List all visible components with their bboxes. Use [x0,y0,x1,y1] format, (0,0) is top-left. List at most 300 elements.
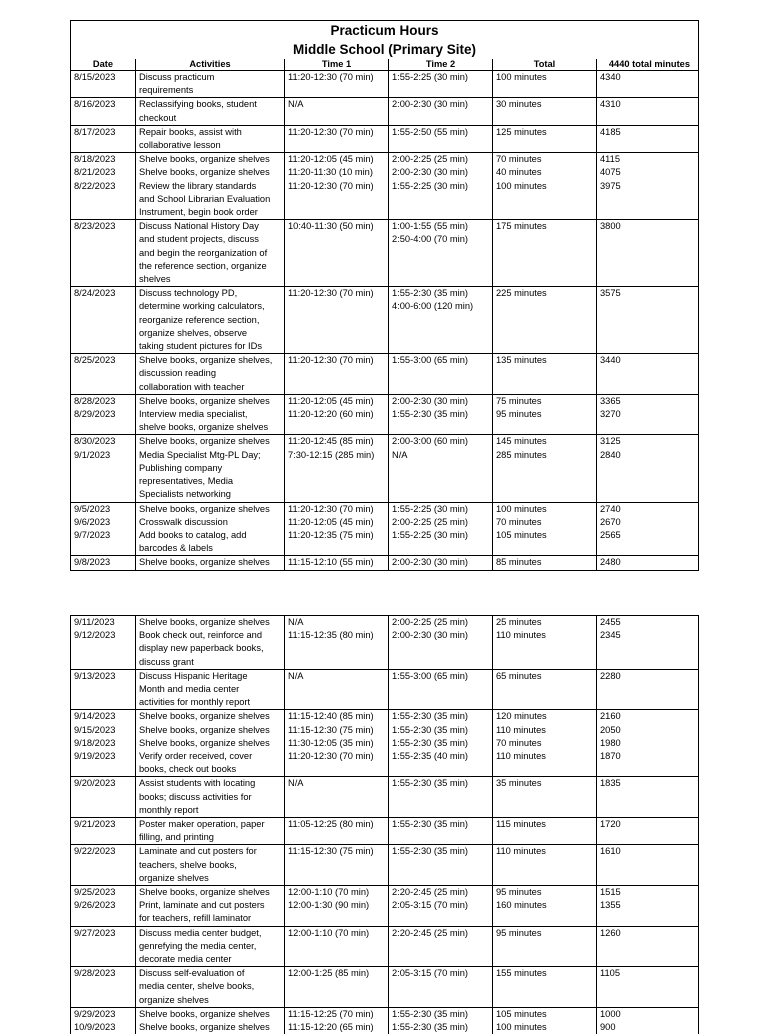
remaining-cell: 1260 [597,926,699,967]
time1-cell [285,886,389,900]
time1-line: 11:20-12:30 (70 min) [288,354,385,367]
time1-line: 11:20-12:30 (70 min) [288,180,385,193]
activity-cell [136,845,285,886]
total-cell: 160 minutes [493,899,597,926]
time2-line: 1:55-2:30 (35 min) [392,710,489,723]
time1-line: 11:20-12:30 (70 min) [288,503,385,516]
time1-line: N/A [288,670,385,683]
activity-line: Review the library standards [139,180,281,193]
total-cell: 100 minutes [493,1021,597,1034]
time2-cell [389,669,493,710]
table-row [71,180,699,220]
title-row [71,21,699,60]
time2-cell [389,220,493,287]
time1-cell [285,153,389,167]
time2-cell [389,394,493,408]
time1-line: 11:20-11:30 (10 min) [288,166,385,179]
activity-line: barcodes & labels [139,542,281,555]
total-cell: 100 minutes [493,71,597,98]
time1-line: 11:15-12:25 (70 min) [288,1008,385,1021]
time2-line: 1:55-2:30 (35 min) [392,724,489,737]
time1-cell [285,669,389,710]
table-row [71,750,699,777]
title-line-2: Middle School (Primary Site) [74,40,695,59]
activity-line: Shelve books, organize shelves [139,737,281,750]
activity-line: books; discuss activities for [139,791,281,804]
time1-cell [285,166,389,179]
activity-line: Shelve books, organize shelves [139,395,281,408]
time1-cell [285,71,389,98]
time1-cell [285,724,389,737]
time2-cell [389,435,493,449]
date-cell: 9/11/2023 [71,616,136,630]
total-cell: 110 minutes [493,629,597,669]
time1-cell [285,180,389,220]
col-header-time1: Time 1 [285,59,389,71]
activity-line: genrefying the media center, [139,940,281,953]
activity-cell [136,777,285,818]
time2-line: 1:55-2:35 (40 min) [392,750,489,763]
total-cell: 25 minutes [493,616,597,630]
activity-line: Interview media specialist, [139,408,281,421]
date-cell: 8/30/2023 [71,435,136,449]
remaining-cell: 900 [597,1021,699,1034]
time2-line: 1:55-2:25 (30 min) [392,503,489,516]
time2-line: 1:55-2:30 (35 min) [392,287,489,300]
total-cell: 110 minutes [493,845,597,886]
activity-cell [136,516,285,529]
time2-line: 2:00-2:30 (30 min) [392,629,489,642]
time2-line: 1:55-2:30 (35 min) [392,777,489,790]
remaining-cell: 4310 [597,98,699,125]
activity-cell [136,220,285,287]
total-cell: 70 minutes [493,737,597,750]
time2-line: 2:00-2:25 (25 min) [392,153,489,166]
activity-cell [136,967,285,1008]
total-cell: 95 minutes [493,886,597,900]
remaining-cell: 4075 [597,166,699,179]
table-row [71,435,699,449]
date-cell: 9/7/2023 [71,529,136,556]
remaining-cell: 3365 [597,394,699,408]
date-cell: 9/12/2023 [71,629,136,669]
table-row [71,926,699,967]
table-row [71,967,699,1008]
table-row [71,1007,699,1021]
col-header-total: Total [493,59,597,71]
time2-line: 2:20-2:45 (25 min) [392,886,489,899]
total-cell: 35 minutes [493,777,597,818]
time2-line: 2:50-4:00 (70 min) [392,233,489,246]
table-row [71,710,699,724]
activity-line: Shelve books, organize shelves [139,153,281,166]
remaining-cell: 2740 [597,502,699,516]
time2-line: 1:55-2:25 (30 min) [392,529,489,542]
date-cell: 9/5/2023 [71,502,136,516]
activity-cell [136,737,285,750]
time2-line: 1:55-2:30 (35 min) [392,845,489,858]
time1-cell [285,354,389,395]
total-cell: 285 minutes [493,449,597,502]
table-row [71,669,699,710]
time2-cell [389,125,493,152]
activity-line: and School Librarian Evaluation [139,193,281,206]
time2-cell [389,724,493,737]
time1-cell [285,818,389,845]
activity-line: Discuss practicum [139,71,281,84]
activity-line: representatives, Media [139,475,281,488]
activity-cell [136,886,285,900]
time1-line: 11:20-12:30 (70 min) [288,287,385,300]
total-cell: 100 minutes [493,502,597,516]
time1-line: 12:00-1:10 (70 min) [288,886,385,899]
date-cell: 8/16/2023 [71,98,136,125]
activity-line: Discuss self-evaluation of [139,967,281,980]
activity-line: Assist students with locating [139,777,281,790]
time2-line: 2:00-2:25 (25 min) [392,516,489,529]
time2-line: 1:55-2:50 (55 min) [392,126,489,139]
time1-line: 12:00-1:30 (90 min) [288,899,385,912]
col-header-date: Date [71,59,136,71]
activity-line: Shelve books, organize shelves [139,556,281,569]
time2-cell [389,166,493,179]
time2-line: 2:05-3:15 (70 min) [392,967,489,980]
activity-line: and begin the reorganization of [139,247,281,260]
activity-line: Shelve books, organize shelves [139,724,281,737]
practicum-table-page-1 [70,20,699,571]
activity-cell [136,710,285,724]
table-row [71,899,699,926]
total-cell: 30 minutes [493,98,597,125]
activity-line: reorganize reference section, [139,314,281,327]
activity-cell [136,125,285,152]
activity-line: media center, shelve books, [139,980,281,993]
table-row [71,529,699,556]
time1-cell [285,710,389,724]
col-header-time2: Time 2 [389,59,493,71]
time1-line: 11:15-12:30 (75 min) [288,845,385,858]
time2-cell [389,616,493,630]
time1-line: 12:00-1:25 (85 min) [288,967,385,980]
activity-cell [136,529,285,556]
time1-line: 11:20-12:05 (45 min) [288,153,385,166]
date-cell: 8/29/2023 [71,408,136,435]
time2-cell [389,750,493,777]
date-cell: 8/28/2023 [71,394,136,408]
activity-cell [136,394,285,408]
activity-line: Shelve books, organize shelves [139,435,281,448]
activity-line: discussion reading [139,367,281,380]
time1-cell [285,502,389,516]
time1-line: 11:20-12:20 (60 min) [288,408,385,421]
time2-cell [389,98,493,125]
remaining-cell: 1105 [597,967,699,1008]
date-cell: 8/24/2023 [71,287,136,354]
activity-line: Shelve books, organize shelves [139,1008,281,1021]
date-cell: 9/18/2023 [71,737,136,750]
date-cell: 9/15/2023 [71,724,136,737]
time2-line: 1:55-3:00 (65 min) [392,670,489,683]
activity-line: and student projects, discuss [139,233,281,246]
time2-line: 2:00-2:25 (25 min) [392,616,489,629]
time1-line: 11:15-12:35 (80 min) [288,629,385,642]
date-cell: 9/27/2023 [71,926,136,967]
remaining-cell: 1980 [597,737,699,750]
time2-cell [389,556,493,570]
time2-cell [389,818,493,845]
date-cell: 8/23/2023 [71,220,136,287]
total-cell: 155 minutes [493,967,597,1008]
activity-line: Laminate and cut posters for [139,845,281,858]
time1-line: 11:05-12:25 (80 min) [288,818,385,831]
time2-cell [389,967,493,1008]
time2-cell [389,926,493,967]
total-cell: 105 minutes [493,1007,597,1021]
date-cell: 9/28/2023 [71,967,136,1008]
total-cell: 110 minutes [493,750,597,777]
remaining-cell: 4185 [597,125,699,152]
col-header-activities: Activities [136,59,285,71]
time2-cell [389,180,493,220]
total-cell: 110 minutes [493,724,597,737]
table-row [71,408,699,435]
activity-line: Reclassifying books, student [139,98,281,111]
activity-cell [136,724,285,737]
activity-line: determine working calculators, [139,300,281,313]
time1-line: 11:30-12:05 (35 min) [288,737,385,750]
activity-cell [136,1021,285,1034]
table-row [71,166,699,179]
activity-line: organize shelves [139,872,281,885]
activity-line: Poster maker operation, paper [139,818,281,831]
table-row [71,1021,699,1034]
remaining-cell: 1870 [597,750,699,777]
remaining-cell: 1720 [597,818,699,845]
table-row [71,125,699,152]
activity-cell [136,899,285,926]
remaining-cell: 2280 [597,669,699,710]
time2-cell [389,737,493,750]
table-row [71,516,699,529]
activity-line: Shelve books, organize shelves, [139,354,281,367]
activity-line: Shelve books, organize shelves [139,503,281,516]
total-cell: 175 minutes [493,220,597,287]
activity-cell [136,616,285,630]
remaining-cell: 3575 [597,287,699,354]
activity-cell [136,354,285,395]
total-cell: 100 minutes [493,180,597,220]
table-body-page-1 [71,71,699,571]
time2-cell [389,777,493,818]
date-cell: 8/25/2023 [71,354,136,395]
time2-cell [389,502,493,516]
total-cell: 40 minutes [493,166,597,179]
activity-line: books, check out books [139,763,281,776]
activity-line: Shelve books, organize shelves [139,710,281,723]
date-cell: 9/29/2023 [71,1007,136,1021]
time2-line: 2:20-2:45 (25 min) [392,927,489,940]
time2-line: 1:55-2:30 (35 min) [392,737,489,750]
activity-cell [136,449,285,502]
time1-cell [285,125,389,152]
time2-cell [389,710,493,724]
time1-cell [285,394,389,408]
time2-line: 1:55-2:30 (35 min) [392,1021,489,1034]
time1-cell [285,845,389,886]
time2-cell [389,354,493,395]
total-cell: 115 minutes [493,818,597,845]
time1-line: 7:30-12:15 (285 min) [288,449,385,462]
activity-line: Print, laminate and cut posters [139,899,281,912]
activity-cell [136,166,285,179]
activity-line: Discuss Hispanic Heritage [139,670,281,683]
table-row [71,354,699,395]
remaining-cell: 2345 [597,629,699,669]
remaining-cell: 2160 [597,710,699,724]
sheet-title [71,21,699,60]
total-cell: 70 minutes [493,153,597,167]
remaining-cell: 2050 [597,724,699,737]
activity-line: display new paperback books, [139,642,281,655]
total-cell: 95 minutes [493,408,597,435]
total-cell: 85 minutes [493,556,597,570]
time2-cell [389,1007,493,1021]
activity-line: discuss grant [139,656,281,669]
time1-cell [285,899,389,926]
activity-line: Repair books, assist with [139,126,281,139]
activity-line: Discuss technology PD, [139,287,281,300]
activity-line: shelves [139,273,281,286]
time2-cell [389,629,493,669]
time1-line: N/A [288,777,385,790]
time2-line: 1:55-2:30 (35 min) [392,408,489,421]
date-cell: 9/8/2023 [71,556,136,570]
activity-line: Book check out, reinforce and [139,629,281,642]
table-row [71,98,699,125]
time2-cell [389,529,493,556]
date-cell: 9/13/2023 [71,669,136,710]
time1-cell [285,435,389,449]
total-cell: 75 minutes [493,394,597,408]
activity-line: requirements [139,84,281,97]
activity-cell [136,669,285,710]
time1-cell [285,98,389,125]
activity-cell [136,629,285,669]
activity-cell [136,408,285,435]
time2-line: 1:55-2:30 (35 min) [392,818,489,831]
table-row [71,818,699,845]
time1-cell [285,529,389,556]
time2-line: 1:55-2:25 (30 min) [392,180,489,193]
time1-cell [285,967,389,1008]
time1-line: N/A [288,616,385,629]
remaining-cell: 2480 [597,556,699,570]
table-row [71,220,699,287]
time1-line: 11:15-12:10 (55 min) [288,556,385,569]
activity-cell [136,556,285,570]
time2-line: 1:55-2:30 (35 min) [392,1008,489,1021]
date-cell: 9/25/2023 [71,886,136,900]
total-cell: 95 minutes [493,926,597,967]
time2-cell [389,1021,493,1034]
time2-line: 2:00-2:30 (30 min) [392,98,489,111]
time1-cell [285,926,389,967]
activity-cell [136,926,285,967]
total-cell: 70 minutes [493,516,597,529]
table-body-page-2 [71,616,699,1034]
date-cell: 9/21/2023 [71,818,136,845]
date-cell: 9/6/2023 [71,516,136,529]
time2-cell [389,71,493,98]
time1-cell [285,1021,389,1034]
table-row [71,394,699,408]
time1-line: 11:20-12:05 (45 min) [288,395,385,408]
remaining-cell: 3440 [597,354,699,395]
activity-line: for teachers, refill laminator [139,912,281,925]
time2-cell [389,899,493,926]
activity-line: Specialists networking [139,488,281,501]
activity-line: checkout [139,112,281,125]
time2-cell [389,845,493,886]
date-cell: 9/26/2023 [71,899,136,926]
time2-cell [389,886,493,900]
time1-cell [285,287,389,354]
table-row [71,737,699,750]
remaining-cell: 1610 [597,845,699,886]
table-row [71,616,699,630]
table-row [71,845,699,886]
activity-cell [136,1007,285,1021]
time1-cell [285,408,389,435]
time1-cell [285,629,389,669]
activity-line: organize shelves [139,994,281,1007]
time2-cell [389,153,493,167]
time1-line: 11:20-12:30 (70 min) [288,750,385,763]
table-row [71,777,699,818]
activity-line: collaborative lesson [139,139,281,152]
total-cell: 125 minutes [493,125,597,152]
table-row [71,71,699,98]
remaining-cell: 2840 [597,449,699,502]
activity-line: Add books to catalog, add [139,529,281,542]
activity-cell [136,502,285,516]
date-cell: 9/14/2023 [71,710,136,724]
table-row [71,886,699,900]
date-cell: 9/19/2023 [71,750,136,777]
activity-line: Shelve books, organize shelves [139,166,281,179]
total-cell: 65 minutes [493,669,597,710]
time1-cell [285,556,389,570]
time1-cell [285,616,389,630]
activity-line: Crosswalk discussion [139,516,281,529]
time1-cell [285,737,389,750]
time2-cell [389,516,493,529]
time1-line: 11:20-12:05 (45 min) [288,516,385,529]
time2-cell [389,287,493,354]
activity-cell [136,818,285,845]
total-cell: 225 minutes [493,287,597,354]
table-row [71,629,699,669]
remaining-cell: 1515 [597,886,699,900]
activity-line: Publishing company [139,462,281,475]
activity-cell [136,750,285,777]
date-cell: 8/22/2023 [71,180,136,220]
remaining-cell: 2670 [597,516,699,529]
table-row [71,556,699,570]
time1-cell [285,1007,389,1021]
date-cell: 9/22/2023 [71,845,136,886]
time1-cell [285,449,389,502]
